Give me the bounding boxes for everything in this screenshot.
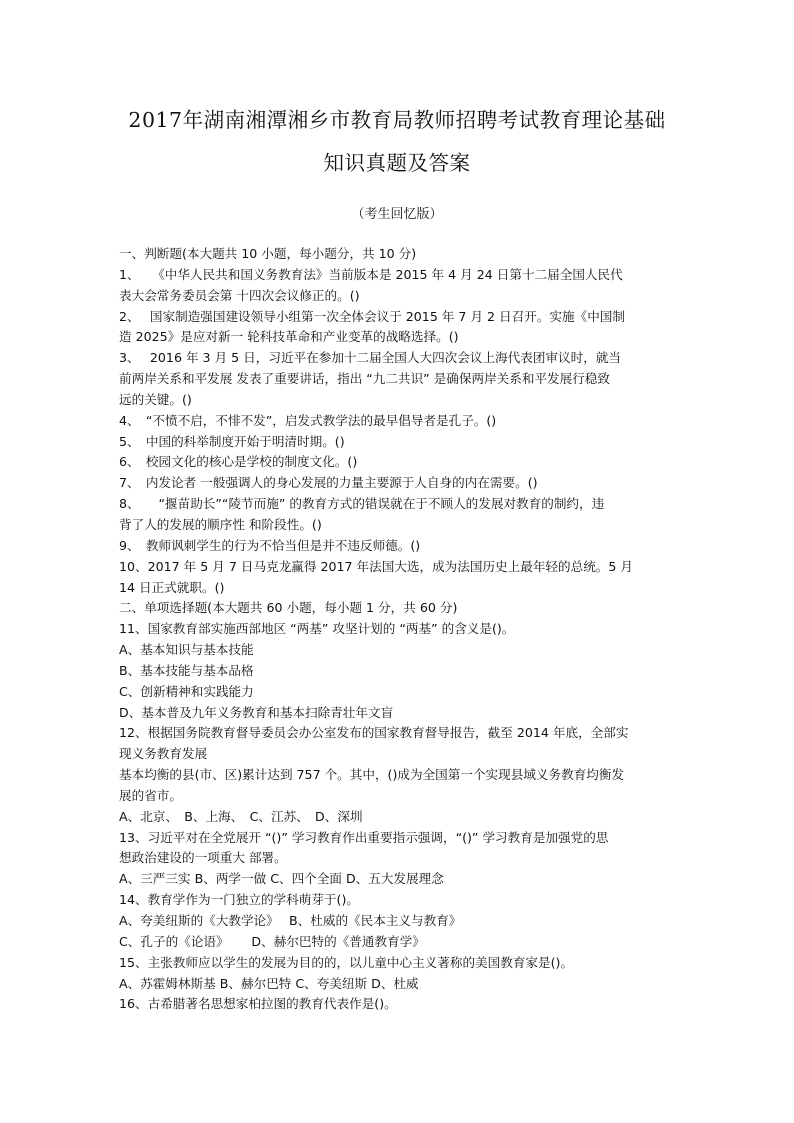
- document-subtitle: （考生回忆版）: [351, 207, 443, 222]
- text-line: 前两岸关系和平发展 发表了重要讲话，指出 “九二共识” 是确保两岸关系和平发展行稳致: [119, 371, 611, 387]
- text-line: 二、单项选择题(本大题共 60 小题，每小题 1 分，共 60 分): [119, 600, 458, 616]
- text-line: 展的省市。: [119, 787, 182, 803]
- text-line: 12、根据国务院教育督导委员会办公室发布的国家教育督导报告，截至 2014 年底，全部实: [119, 725, 629, 741]
- text-line: D、基本普及九年义务教育和基本扫除青壮年文盲: [119, 704, 394, 720]
- text-line: C、孔子的《论语》 D、赫尔巴特的《普通教育学》: [119, 933, 425, 949]
- document-body: [119, 244, 679, 1015]
- text-line: 10、2017 年 5 月 7 日马克龙赢得 2017 年法国大选，成为法国历史上最年轻的总统。5 月: [119, 558, 634, 574]
- text-line: 远的关键。(): [119, 391, 192, 407]
- document-title-line-2: 知识真题及答案: [323, 151, 471, 175]
- text-line: 基本均衡的县(市、区)累计达到 757 个。其中，()成为全国第一个实现县域义务教育均衡发: [119, 767, 625, 783]
- text-line: A、北京、 B、上海、 C、江苏、 D、深圳: [119, 808, 363, 824]
- text-line: A、苏霍姆林斯基 B、赫尔巴特 C、夸美纽斯 D、杜威: [119, 975, 419, 991]
- document-title-line-1: 2017年湖南湘潭湘乡市教育局教师招聘考试教育理论基础: [128, 108, 666, 132]
- text-line: 2、 国家制造强国建设领导小组第一次全体会议于 2015 年 7 月 2 日召开。实施《中国制: [119, 308, 625, 324]
- text-line: B、基本技能与基本品格: [119, 662, 254, 678]
- text-line: A、三严三实 B、两学一做 C、四个全面 D、五大发展理念: [119, 871, 444, 887]
- text-line: 8、 “揠苗助长”“陵节而施” 的教育方式的错误就在于不顾人的发展对教育的制约，违: [119, 496, 605, 512]
- text-line: 3、 2016 年 3 月 5 日，习近平在参加十二届全国人大四次会议上海代表团审议时，就当: [119, 350, 621, 366]
- text-line: 16、古希腊著名思想家柏拉图的教育代表作是()。: [119, 996, 397, 1012]
- text-line: 背了人的发展的顺序性 和阶段性。(): [119, 516, 322, 532]
- text-line: 现义务教育发展: [119, 746, 208, 762]
- text-line: 9、 教师讽刺学生的行为不恰当但是并不违反师德。(): [119, 537, 421, 553]
- text-line: 造 2025》是应对新一 轮科技革命和产业变革的战略选择。(): [119, 329, 459, 345]
- text-line: A、基本知识与基本技能: [119, 642, 254, 658]
- text-line: 14 日正式就职。(): [119, 579, 225, 595]
- text-line: 5、 中国的科举制度开始于明清时期。(): [119, 433, 345, 449]
- text-line: 6、 校园文化的核心是学校的制度文化。(): [119, 454, 358, 470]
- text-line: 一、判断题(本大题共 10 小题，每小题分，共 10 分): [119, 246, 417, 261]
- text-line: 7、 内发论者 一般强调人的身心发展的力量主要源于人自身的内在需要。(): [119, 475, 538, 491]
- text-line: 想政治建设的一项重大 部署。: [119, 850, 287, 866]
- text-line: 表大会常务委员会第 十四次会议修正的。(): [119, 287, 360, 303]
- text-line: 1、 《中华人民共和国义务教育法》当前版本是 2015 年 4 月 24 日第十二届全国人民代: [119, 266, 623, 282]
- text-line: 4、 “不愤不启，不悱不发”，启发式教学法的最早倡导者是孔子。(): [119, 412, 497, 428]
- text-line: 14、教育学作为一门独立的学科萌芽于()。: [119, 892, 359, 908]
- text-line: 15、主张教师应以学生的发展为目的的，以儿童中心主义著称的美国教育家是()。: [119, 954, 574, 970]
- text-line: A、夸美纽斯的《大教学论》 B、杜威的《民本主义与教育》: [119, 913, 462, 928]
- text-line: 11、国家教育部实施西部地区 “两基” 攻坚计划的 “两基” 的含义是()。: [119, 621, 515, 637]
- text-line: C、创新精神和实践能力: [119, 683, 254, 699]
- text-line: 13、习近平对在全党展开 “()” 学习教育作出重要指示强调，“()” 学习教育是加强党的思: [119, 829, 609, 845]
